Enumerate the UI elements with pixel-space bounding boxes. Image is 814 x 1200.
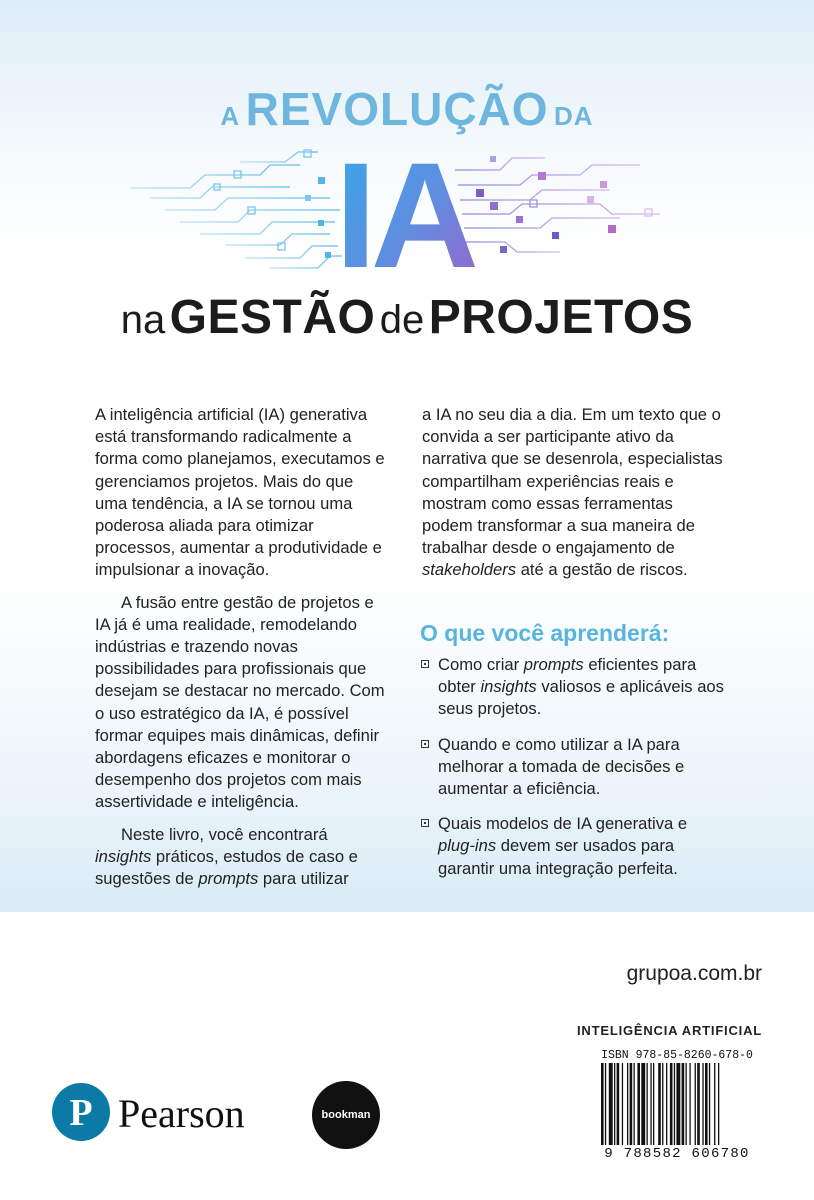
barcode-bar [674, 1063, 675, 1145]
barcode-bar [709, 1063, 710, 1145]
barcode-bar [627, 1063, 628, 1145]
barcode-bar [614, 1063, 615, 1145]
circuit-nodes-left [214, 150, 331, 258]
category-label: INTELIGÊNCIA ARTIFICIAL [577, 1023, 762, 1038]
headline-revolucao [0, 82, 814, 136]
barcode-bar [662, 1063, 663, 1145]
right-p1-text-a: a IA no seu dia a dia. Em um texto que o convida a ser participante ativo da narrativa que se desenrola, especialistas compartilham experiências reais e mostram como essas ferramentas podem transformar a sua maneira de trabalhar desde o engajamento de [422, 405, 723, 558]
barcode-block [591, 1049, 763, 1165]
circuit-lines-left [110, 152, 342, 268]
bookman-logo [312, 1081, 380, 1149]
barcode-bar [666, 1063, 667, 1145]
ia-big-letters: IA [335, 140, 473, 280]
square-bullet-icon [421, 740, 429, 748]
circuit-lines-right [455, 154, 660, 268]
left-paragraph-1: A inteligência artificial (IA) generativa está transformando radicalmente a forma como planejamos, executamos e gerenciamos projetos. Mais do que uma tendência, a IA se tornou uma poderosa aliada para otimizar processos, aumentar a produtividade e impulsionar a inovação. [95, 405, 385, 580]
barcode-bar [622, 1063, 623, 1145]
barcode-bar [641, 1063, 645, 1145]
right-paragraph-1 [422, 404, 724, 582]
barcode-bar [601, 1063, 604, 1145]
square-bullet-icon [421, 660, 429, 668]
barcode-bar [605, 1063, 606, 1145]
left-paragraph-2: A fusão entre gestão de projetos e IA já é uma realidade, remodelando indústrias e trazendo novas possibilidades para profissionais que desejam se destacar no mercado. Com o uso estratégico da IA, é possível formar equipes mais dinâmicas, definir abordagens eficazes e monitorar o desempenho dos projetos com mais assertividade e inteligência. [95, 592, 385, 812]
pearson-logo-icon [52, 1083, 110, 1141]
title-gestao-projetos [0, 290, 814, 345]
learn-list [418, 654, 728, 893]
pearson-wordmark: Pearson [118, 1091, 245, 1136]
square-bullet-icon [421, 819, 429, 827]
barcode-bar [676, 1063, 680, 1145]
b1-em-insights: insights [480, 677, 537, 697]
barcode-bar [647, 1063, 648, 1145]
headline-word: REVOLUÇÃO [245, 83, 549, 135]
b2-text: Quando e como utilizar a IA para melhorar a tomada de decisões e aumentar a eficiência. [438, 734, 685, 799]
left-p3-text-e: para utilizar [258, 869, 349, 889]
barcode-bar [617, 1063, 620, 1145]
barcode-bar [658, 1063, 661, 1145]
circuit-ia-graphic [0, 140, 814, 280]
b1-text-e: valiosos e aplicáveis aos seus projetos. [438, 677, 724, 719]
text-column-left [95, 404, 385, 900]
list-item [418, 734, 728, 801]
b1-em-prompts: prompts [523, 655, 584, 674]
barcode-bar [630, 1063, 633, 1145]
pearson-logo-letter: P [69, 1092, 93, 1134]
barcode-bar [634, 1063, 635, 1145]
title-gestao: GESTÃO [169, 291, 376, 344]
title-na: na [120, 298, 166, 342]
list-item [418, 813, 728, 880]
learn-heading: O que você aprenderá: [420, 620, 670, 646]
right-p1-em-stakeholders: stakeholders [422, 560, 517, 580]
barcode-bar [653, 1063, 654, 1145]
text-column-right [422, 404, 724, 592]
list-item [418, 654, 728, 721]
barcode-bar [637, 1063, 640, 1145]
b1-text-c: eficientes para obter [438, 655, 697, 697]
isbn-label: ISBN 978-85-8260-678-0 [601, 1049, 753, 1062]
barcode-bar [697, 1063, 700, 1145]
left-p3-em-insights: insights [95, 846, 152, 866]
barcode-icon [591, 1063, 763, 1147]
title-de: de [379, 298, 425, 342]
b3-text-c: devem ser usados para garantir uma integração perfeita. [438, 836, 678, 878]
barcode-bar [650, 1063, 651, 1145]
b3-em-plugins: plug-ins [438, 836, 497, 856]
barcode-bar [686, 1063, 687, 1145]
barcode-bar [609, 1063, 613, 1145]
barcode-bar [689, 1063, 690, 1145]
left-p3-text-c: práticos, estudos de caso e sugestões de [95, 846, 358, 889]
b3-text-a: Quais modelos de IA generativa e [438, 814, 688, 834]
barcode-bar [705, 1063, 708, 1145]
barcode-bar [702, 1063, 703, 1145]
title-projetos: PROJETOS [428, 291, 694, 344]
barcode-number: 9 788582 606780 [604, 1146, 750, 1162]
barcode-bar [682, 1063, 685, 1145]
left-p3-em-prompts: prompts [198, 869, 259, 889]
website-url: grupoa.com.br [626, 962, 762, 985]
left-paragraph-3 [95, 824, 385, 891]
b1-text-a: Como criar [438, 655, 524, 674]
barcode-bar [670, 1063, 673, 1145]
headline-post: DA [554, 101, 594, 131]
barcode-bar [714, 1063, 715, 1145]
barcode-bar [718, 1063, 719, 1145]
right-p1-text-c: até a gestão de riscos. [516, 560, 688, 580]
barcode-bar [695, 1063, 696, 1145]
left-p3-text-a: Neste livro, você encontrará [121, 824, 328, 844]
headline-pre: A [220, 101, 241, 131]
bookman-wordmark: bookman [321, 1109, 371, 1121]
